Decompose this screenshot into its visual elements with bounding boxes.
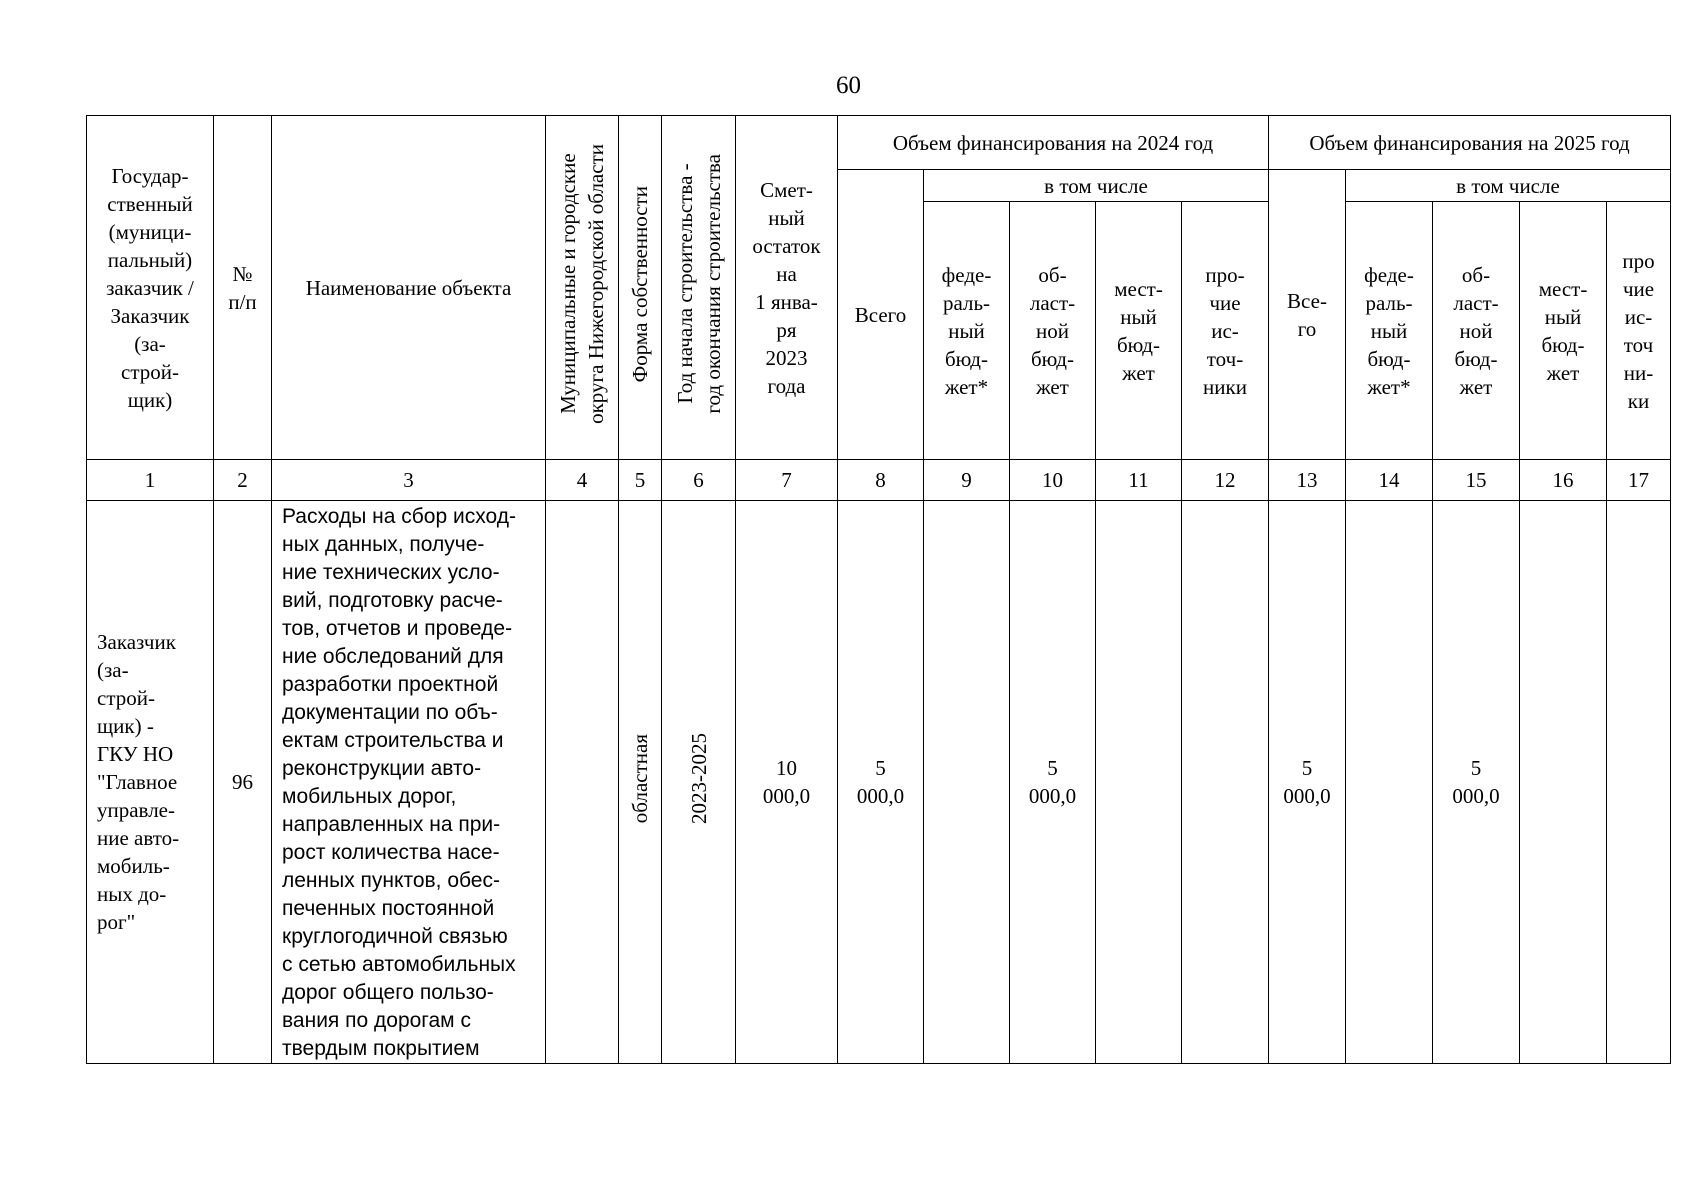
column-number-cell: 11 [1096,460,1182,501]
row-customer: Заказчик (за- строй- щик) - ГКУ НО "Главное управле- ние авто- мобиль- ных до- рог" [87,501,214,1064]
header-funding-2024: Объем финансирования на 2024 год [838,116,1269,170]
header-customer: Государ- ственный (муници- пальный) заказчик / Заказчик (за- строй- щик) [87,116,214,460]
header-funding-2025: Объем финансирования на 2025 год [1269,116,1671,170]
header-municipalities [546,116,619,460]
header-object-name: Наименование объекта [272,116,546,460]
header-ownership-text: Форма собственности [628,185,652,383]
column-number-cell: 1 [87,460,214,501]
row-regional-2024: 5 000,0 [1010,501,1096,1064]
row-federal-2024 [924,501,1010,1064]
column-number-cell: 3 [272,460,546,501]
column-number-cell: 13 [1269,460,1346,501]
column-number-cell: 12 [1182,460,1269,501]
column-number-cell: 2 [214,460,272,501]
page-number: 60 [836,72,861,99]
funding-table [86,115,1671,1064]
column-number-cell: 14 [1346,460,1433,501]
header-other-2025: про чие ис- точ ни- ки [1607,202,1671,460]
row-other-2024 [1182,501,1269,1064]
table-row [87,501,1671,1064]
row-number: 96 [214,501,272,1064]
column-number-cell: 4 [546,460,619,501]
row-estimate: 10 000,0 [736,501,838,1064]
header-including-2024: в том числе [924,170,1269,202]
header-other-2024: про- чие ис- точ- ники [1182,202,1269,460]
column-number-cell: 5 [619,460,662,501]
header-total-2024: Всего [838,170,924,460]
row-total-2024: 5 000,0 [838,501,924,1064]
column-number-cell: 8 [838,460,924,501]
row-years-text: 2023-2025 [686,733,711,824]
column-number-cell: 9 [924,460,1010,501]
header-municipalities-text: Муниципальные и городские округа Нижегородской области [556,144,608,424]
row-local-2024 [1096,501,1182,1064]
row-ownership-text: областная [628,733,652,824]
header-local-2025: мест- ный бюд- жет [1520,202,1607,460]
header-estimate: Смет- ный остаток на 1 янва- ря 2023 года [736,116,838,460]
header-row-number: № п/п [214,116,272,460]
header-federal-2024: феде- раль- ный бюд- жет* [924,202,1010,460]
column-number-cell: 7 [736,460,838,501]
row-total-2025: 5 000,0 [1269,501,1346,1064]
row-ownership [619,501,662,1064]
header-total-2025: Все- го [1269,170,1346,460]
column-number-cell: 17 [1607,460,1671,501]
column-number-cell: 6 [662,460,736,501]
column-number-cell: 15 [1433,460,1520,501]
row-years [662,501,736,1064]
row-object-name: Расходы на сбор исход- ных данных, получе- ние технических усло- вий, подготовку расче- тов, отчетов и проведе- ние обследований для разработки проектной документации по объ- ектам строительства и реконструкции авто- мобильных дорог, направленных на при- рост количества насе- ленных пунктов, обес- печенных постоянной круглогодичной связью с сетью автомобильных дорог общего пользо- вания по дорогам с твердым покрытием [272,501,546,1064]
header-local-2024: мест- ный бюд- жет [1096,202,1182,460]
row-municipality [546,501,619,1064]
column-number-cell: 10 [1010,460,1096,501]
header-years-text: Год начала строительства - год окончания строительства [672,154,725,414]
header-ownership [619,116,662,460]
header-regional-2025: об- ласт- ной бюд- жет [1433,202,1520,460]
row-federal-2025 [1346,501,1433,1064]
header-including-2025: в том числе [1346,170,1671,202]
header-federal-2025: феде- раль- ный бюд- жет* [1346,202,1433,460]
row-local-2025 [1520,501,1607,1064]
header-years [662,116,736,460]
header-regional-2024: об- ласт- ной бюд- жет [1010,202,1096,460]
row-regional-2025: 5 000,0 [1433,501,1520,1064]
row-other-2025 [1607,501,1671,1064]
column-number-cell: 16 [1520,460,1607,501]
